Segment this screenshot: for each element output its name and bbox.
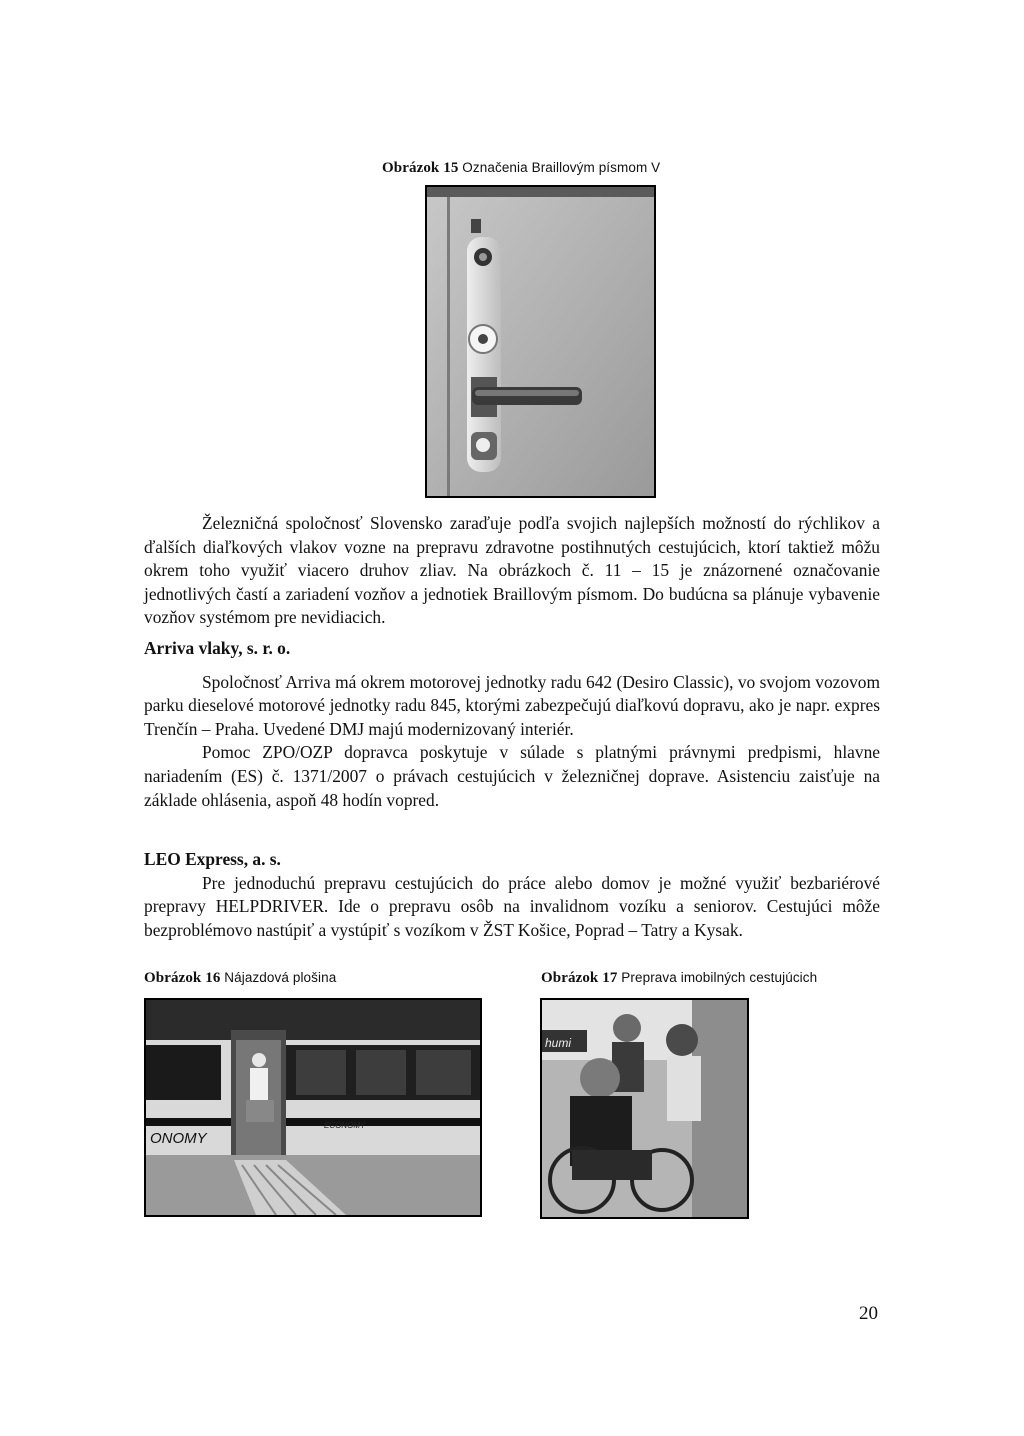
train-ramp-image (146, 1000, 480, 1215)
figure-16-caption (144, 970, 336, 987)
leo-paragraph-1: Pre jednoduchú prepravu cestujúcich do práce alebo domov je možné využiť bezbariérové prepravy HELPDRIVER. Ide o prepravu osôb na invalidnom vozíku a seniorov. Cestujúci môže bezproblémovo nastúpiť a vystúpiť s vozíkom v ŽST Košice, Poprad – Tatry a Kysak. (144, 872, 880, 940)
arriva-heading: Arriva vlaky, s. r. o. (144, 638, 291, 658)
leo-heading: LEO Express, a. s. (144, 849, 281, 869)
intro-section (144, 512, 880, 630)
figure-label: Obrázok (541, 970, 599, 986)
figure-number: 16 (205, 970, 221, 986)
arriva-paragraph-1: Spoločnosť Arriva má okrem motorovej jednotky radu 642 (Desiro Classic), vo svojom vozovom parku dieselové motorové jednotky radu 845, ktorými zabezpečujú diaľkovú dopravu, ako je napr. expres Trenčín – Praha. Uvedené DMJ majú modernizovaný interiér. (144, 671, 880, 739)
figure-17-photo (540, 998, 749, 1219)
figure-16-photo (144, 998, 482, 1217)
page-number: 20 (859, 1303, 878, 1324)
train-livery-small-text: ECONOMY (324, 1121, 366, 1130)
figure-number: 17 (602, 970, 618, 986)
intro-paragraph: Železničná spoločnosť Slovensko zaraďuje podľa svojich najlepších možností do rýchlikov a ďalších diaľkových vlakov vozne na prepravu zdravotne postihnutých cestujúcich, ktorí taktiež môžu okrem toho využiť viacero druhov zliav. Na obrázkoch č. 11 – 15 je znázornené označovanie jednotlivých častí a zariadení vozňov a jednotiek Braillovým písmom. Do budúcna sa plánuje vybavenie vozňov systémom pre nevidiacich. (144, 513, 880, 628)
arriva-section (144, 637, 880, 812)
figure-label: Obrázok (382, 160, 440, 176)
door-handle-image (427, 187, 654, 496)
arriva-paragraph-2: Pomoc ZPO/OZP dopravca poskytuje v súlade s platnými právnymi predpismi, hlavne nariadením (ES) č. 1371/2007 o právach cestujúcich v železničnej doprave. Asistenciu zaisťuje na základe ohlásenia, aspoň 48 hodín vopred. (144, 742, 880, 810)
train-livery-text: ONOMY (150, 1130, 207, 1147)
figure-number: 15 (443, 160, 459, 176)
figure-15-photo (425, 185, 656, 498)
figure-17-caption (541, 970, 817, 987)
figure-caption-text: Označenia Braillovým písmom V (462, 160, 661, 175)
wheelchair-passenger-image (542, 1000, 747, 1217)
station-sign-text: humi (545, 1036, 572, 1050)
figure-15-caption (382, 160, 660, 177)
figure-caption-text: Nájazdová plošina (224, 970, 337, 985)
leo-section (144, 848, 880, 942)
figure-label: Obrázok (144, 970, 202, 986)
figure-caption-text: Preprava imobilných cestujúcich (621, 970, 818, 985)
